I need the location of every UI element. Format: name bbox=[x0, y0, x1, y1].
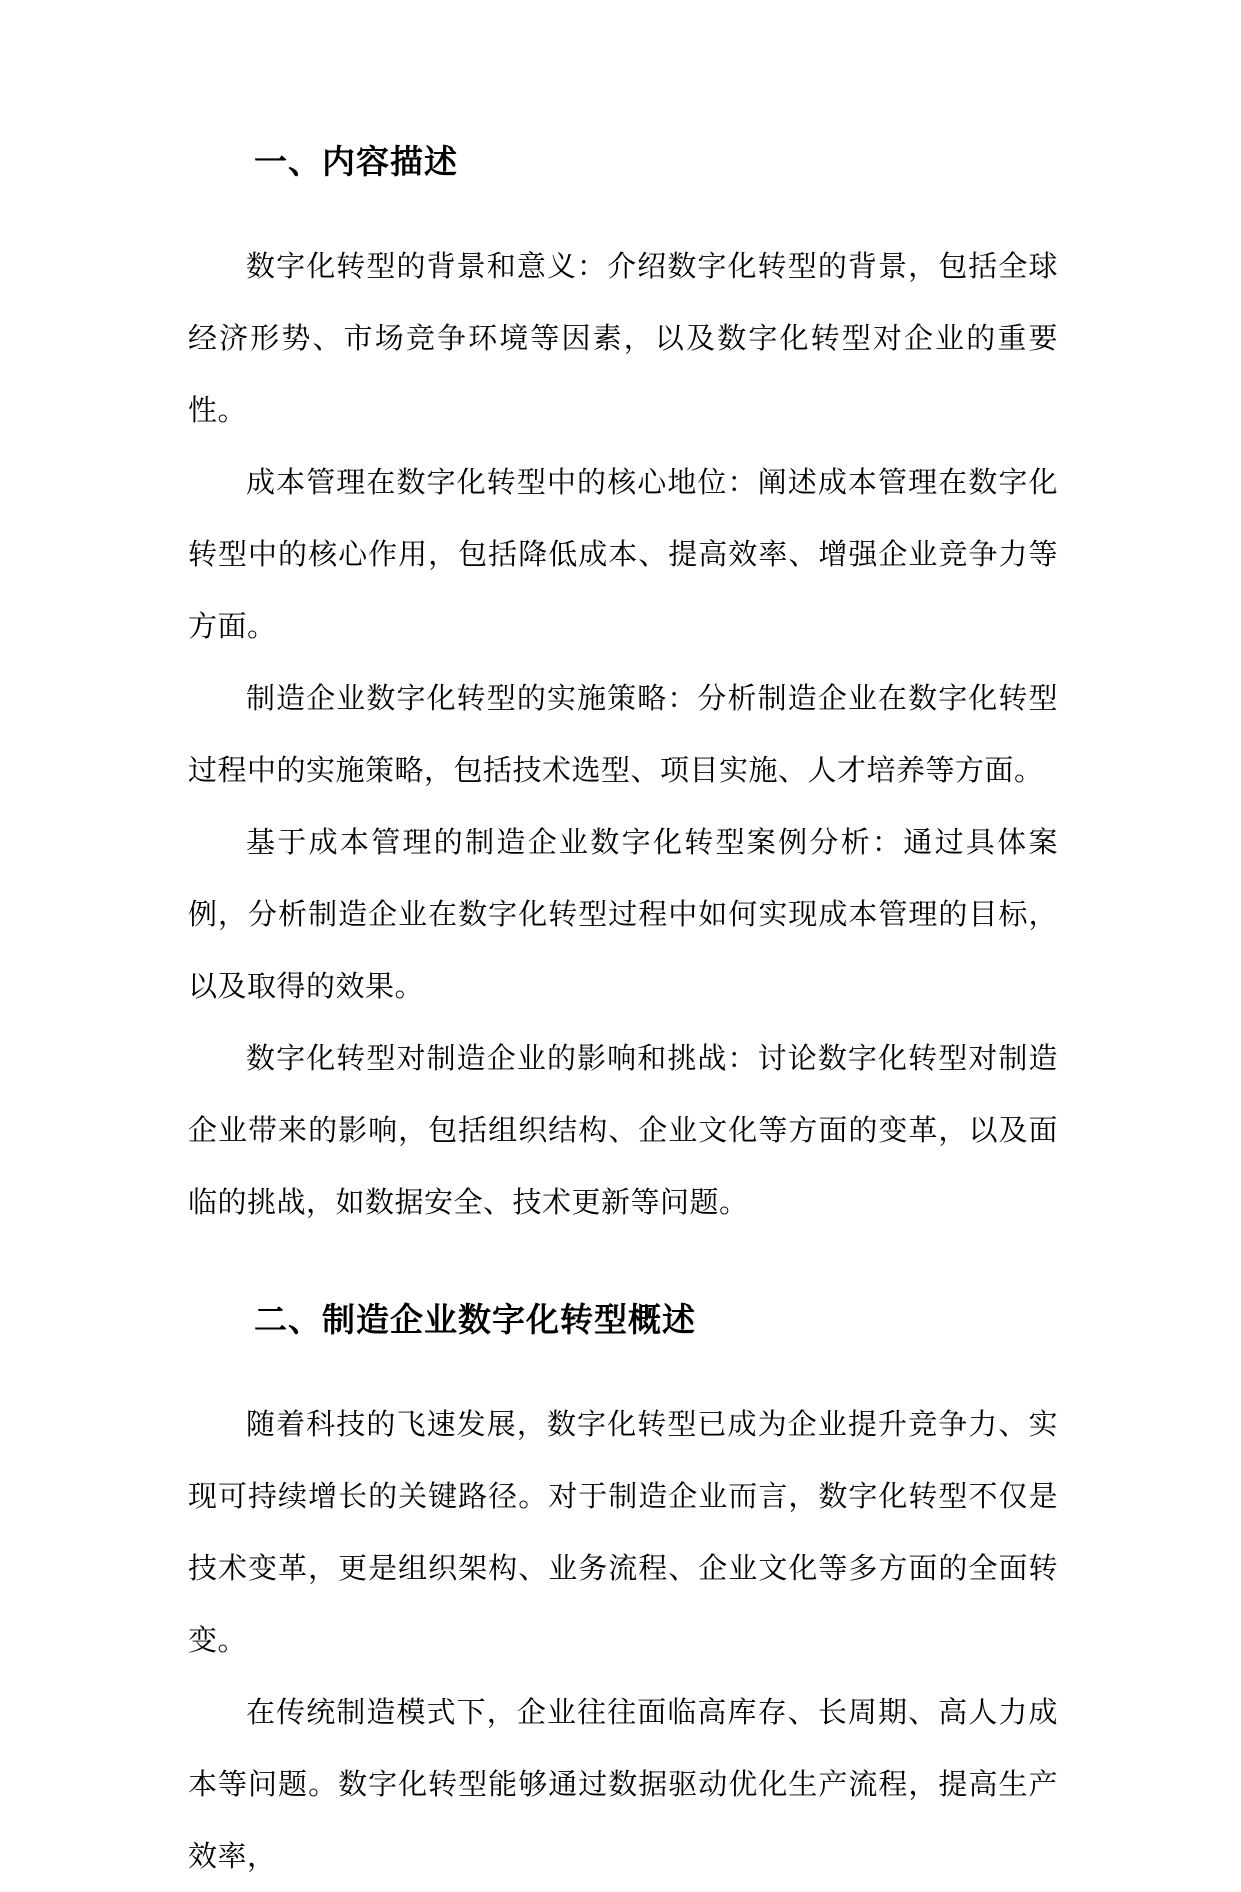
paragraph-tech-development: 随着科技的飞速发展，数字化转型已成为企业提升竞争力、实现可持续增长的关键路径。对于制造企业而言，数字化转型不仅是技术变革，更是组织架构、业务流程、企业文化等多方面的全面转变。 bbox=[188, 1407, 1058, 1657]
paragraph-background-significance: 数字化转型的背景和意义：介绍数字化转型的背景，包括全球经济形势、市场竞争环境等因素，以及数字化转型对企业的重要性。 bbox=[188, 249, 1058, 427]
paragraph-impact-challenges: 数字化转型对制造企业的影响和挑战：讨论数字化转型对制造企业带来的影响，包括组织结构、企业文化等方面的变革，以及面临的挑战，如数据安全、技术更新等问题。 bbox=[188, 1041, 1058, 1219]
section-heading-content-description: 一、内容描述 bbox=[254, 142, 458, 181]
paragraph-case-analysis: 基于成本管理的制造企业数字化转型案例分析：通过具体案例，分析制造企业在数字化转型过程中如何实现成本管理的目标，以及取得的效果。 bbox=[188, 825, 1058, 1003]
paragraph-implementation-strategy: 制造企业数字化转型的实施策略：分析制造企业在数字化转型过程中的实施策略，包括技术选型、项目实施、人才培养等方面。 bbox=[188, 681, 1058, 787]
document-body bbox=[188, 138, 1058, 1892]
paragraph-cost-management-core: 成本管理在数字化转型中的核心地位：阐述成本管理在数字化转型中的核心作用，包括降低成本、提高效率、增强企业竞争力等方面。 bbox=[188, 465, 1058, 643]
section-heading-digital-transformation-overview: 二、制造企业数字化转型概述 bbox=[254, 1300, 696, 1339]
paragraph-traditional-manufacturing: 在传统制造模式下，企业往往面临高库存、长周期、高人力成本等问题。数字化转型能够通过数据驱动优化生产流程，提高生产效率， bbox=[188, 1695, 1058, 1873]
